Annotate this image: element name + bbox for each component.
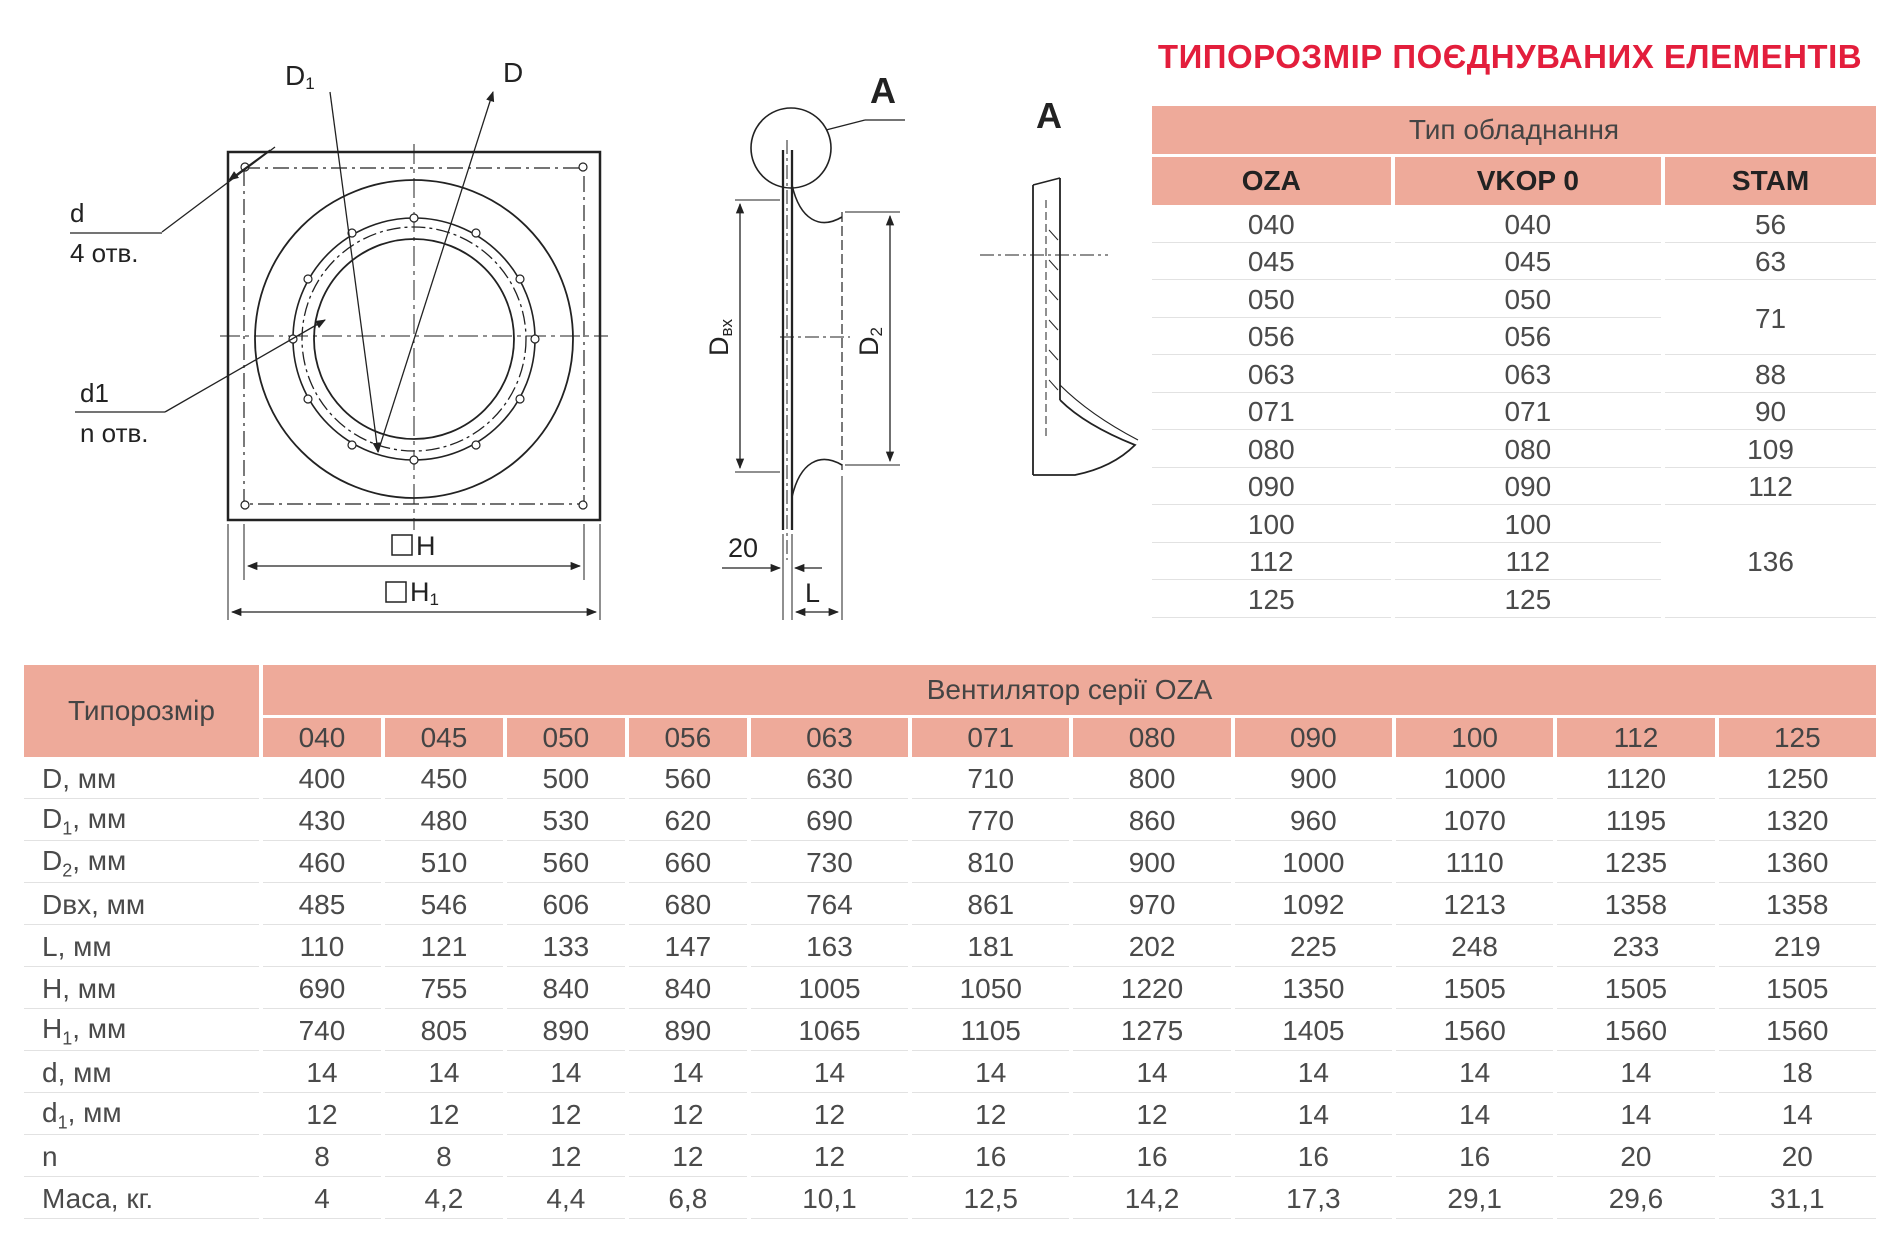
dims-value-cell: 14: [1235, 1054, 1392, 1093]
dims-value-cell: 147: [629, 928, 747, 967]
dims-value-cell: 1505: [1396, 970, 1553, 1009]
vkop-cell: 090: [1395, 471, 1662, 506]
size-header: 112: [1557, 718, 1714, 757]
dims-value-cell: 450: [385, 760, 503, 799]
vkop-cell: 045: [1395, 246, 1662, 281]
dims-value-cell: 1110: [1396, 844, 1553, 883]
dims-value-cell: 500: [507, 760, 625, 799]
dims-value-cell: 12,5: [912, 1180, 1069, 1219]
oza-cell: 056: [1152, 321, 1391, 356]
dims-value-cell: 1213: [1396, 886, 1553, 925]
dims-row: [24, 928, 1876, 967]
stam-cell: 88: [1665, 358, 1876, 393]
vkop-cell: 112: [1395, 546, 1662, 581]
compat-table: [1148, 103, 1880, 621]
label-L: L: [805, 578, 821, 608]
label-A-side: A: [870, 70, 896, 111]
dims-value-cell: 121: [385, 928, 503, 967]
dims-value-cell: 560: [629, 760, 747, 799]
dims-corner-header: Типорозмір: [24, 665, 259, 757]
dims-value-cell: 233: [1557, 928, 1714, 967]
dims-value-cell: 8: [385, 1138, 503, 1177]
dims-value-cell: 1000: [1235, 844, 1392, 883]
dims-value-cell: 690: [263, 970, 381, 1009]
label-H1: H1: [410, 577, 439, 609]
dims-value-cell: 16: [912, 1138, 1069, 1177]
dims-value-cell: 430: [263, 802, 381, 841]
dims-row: [24, 886, 1876, 925]
label-n-holes: n отв.: [80, 418, 149, 448]
dims-row-label: [24, 1012, 259, 1051]
row-label-main: H: [42, 1012, 63, 1044]
dims-value-cell: 14,2: [1073, 1180, 1230, 1219]
dims-value-cell: 14: [751, 1054, 908, 1093]
row-label-unit: , мм: [72, 802, 127, 834]
dims-value-cell: 16: [1073, 1138, 1230, 1177]
dims-value-cell: 14: [1396, 1054, 1553, 1093]
dims-row: [24, 760, 1876, 799]
label-d: d: [70, 198, 85, 228]
dims-value-cell: 560: [507, 844, 625, 883]
dims-value-cell: 6,8: [629, 1180, 747, 1219]
dims-value-cell: 900: [1073, 844, 1230, 883]
vkop-cell: 056: [1395, 321, 1662, 356]
dims-value-cell: 890: [629, 1012, 747, 1051]
dims-value-cell: 4,4: [507, 1180, 625, 1219]
dims-value-cell: 14: [1396, 1096, 1553, 1135]
dims-value-cell: 620: [629, 802, 747, 841]
dims-row-label: n: [24, 1138, 259, 1177]
dims-value-cell: 480: [385, 802, 503, 841]
compat-title: ТИПОРОЗМІР ПОЄДНУВАНИХ ЕЛЕМЕНТІВ: [1157, 38, 1863, 75]
row-label-sub: 1: [62, 1028, 73, 1049]
dims-value-cell: 606: [507, 886, 625, 925]
label-Dvx: Dвх: [704, 318, 736, 356]
row-label-main: D: [42, 844, 63, 876]
dims-value-cell: 14: [1073, 1054, 1230, 1093]
dims-value-cell: 1560: [1396, 1012, 1553, 1051]
vkop-cell: 050: [1395, 283, 1662, 318]
row-label-unit: , мм: [72, 1012, 127, 1044]
oza-cell: 100: [1152, 508, 1391, 543]
dims-value-cell: 730: [751, 844, 908, 883]
dims-value-cell: 17,3: [1235, 1180, 1392, 1219]
dims-value-cell: 960: [1235, 802, 1392, 841]
dims-value-cell: 163: [751, 928, 908, 967]
dims-value-cell: 1275: [1073, 1012, 1230, 1051]
oza-cell: 080: [1152, 433, 1391, 468]
dims-row: [24, 802, 1876, 841]
dims-value-cell: 1070: [1396, 802, 1553, 841]
dims-value-cell: 510: [385, 844, 503, 883]
size-header: 056: [629, 718, 747, 757]
oza-cell: 125: [1152, 583, 1391, 618]
size-header: 071: [912, 718, 1069, 757]
dims-row: [24, 1138, 1876, 1177]
label-D: D: [503, 57, 524, 88]
row-label-sub: 1: [57, 1112, 68, 1133]
dims-value-cell: 1005: [751, 970, 908, 1009]
size-header: 090: [1235, 718, 1392, 757]
dims-value-cell: 4: [263, 1180, 381, 1219]
label-20: 20: [728, 533, 759, 563]
label-d-holes: 4 отв.: [70, 238, 139, 268]
dims-value-cell: 14: [1719, 1096, 1876, 1135]
detail-A-drawing: [980, 178, 1138, 475]
row-label-sub: 2: [62, 860, 73, 881]
dims-value-cell: 12: [629, 1096, 747, 1135]
dims-value-cell: 1505: [1719, 970, 1876, 1009]
dims-row: [24, 844, 1876, 883]
oza-cell: 090: [1152, 471, 1391, 506]
dims-value-cell: 12: [385, 1096, 503, 1135]
dims-value-cell: 14: [629, 1054, 747, 1093]
dims-value-cell: 1250: [1719, 760, 1876, 799]
size-header: 125: [1719, 718, 1876, 757]
dims-value-cell: 1120: [1557, 760, 1714, 799]
dims-value-cell: 31,1: [1719, 1180, 1876, 1219]
dims-value-cell: 840: [629, 970, 747, 1009]
row-label-main: D: [42, 802, 63, 834]
dims-value-cell: 1358: [1557, 886, 1714, 925]
dims-table: [20, 662, 1880, 1222]
dims-value-cell: 12: [912, 1096, 1069, 1135]
dims-value-cell: 12: [751, 1138, 908, 1177]
dims-value-cell: 14: [1235, 1096, 1392, 1135]
dims-value-cell: 1195: [1557, 802, 1714, 841]
dims-value-cell: 4,2: [385, 1180, 503, 1219]
dims-value-cell: 1360: [1719, 844, 1876, 883]
dims-value-cell: 14: [1557, 1054, 1714, 1093]
row-label-main: d: [42, 1096, 58, 1128]
compat-col-vkop: VKOP 0: [1395, 157, 1662, 205]
dims-row: [24, 1096, 1876, 1135]
dims-value-cell: 202: [1073, 928, 1230, 967]
dims-group-header: Вентилятор серії OZA: [263, 665, 1876, 715]
row-label-unit: , мм: [67, 1096, 122, 1128]
dims-value-cell: 12: [263, 1096, 381, 1135]
stam-cell: 63: [1665, 246, 1876, 281]
dims-value-cell: 14: [385, 1054, 503, 1093]
size-header: 100: [1396, 718, 1553, 757]
vkop-cell: 080: [1395, 433, 1662, 468]
label-d1: d1: [80, 378, 109, 408]
dims-value-cell: 12: [751, 1096, 908, 1135]
dims-value-cell: 16: [1235, 1138, 1392, 1177]
dims-value-cell: 181: [912, 928, 1069, 967]
dims-value-cell: 110: [263, 928, 381, 967]
dims-value-cell: 630: [751, 760, 908, 799]
dims-row-label: [24, 844, 259, 883]
dims-value-cell: 18: [1719, 1054, 1876, 1093]
dims-value-cell: 1560: [1719, 1012, 1876, 1051]
size-header: 040: [263, 718, 381, 757]
dims-value-cell: 805: [385, 1012, 503, 1051]
stam-cell: 136: [1665, 508, 1876, 618]
dims-value-cell: 14: [263, 1054, 381, 1093]
dims-value-cell: 546: [385, 886, 503, 925]
dims-value-cell: 1235: [1557, 844, 1714, 883]
dims-row: [24, 1054, 1876, 1093]
dims-value-cell: 970: [1073, 886, 1230, 925]
oza-cell: 112: [1152, 546, 1391, 581]
compat-col-oza: OZA: [1152, 157, 1391, 205]
vkop-cell: 071: [1395, 396, 1662, 431]
dims-row-label: [24, 802, 259, 841]
dims-value-cell: 14: [1557, 1096, 1714, 1135]
dims-value-cell: 12: [507, 1096, 625, 1135]
dims-value-cell: 1065: [751, 1012, 908, 1051]
dims-value-cell: 660: [629, 844, 747, 883]
dims-value-cell: 10,1: [751, 1180, 908, 1219]
dims-value-cell: 16: [1396, 1138, 1553, 1177]
dims-value-cell: 1320: [1719, 802, 1876, 841]
size-header: 080: [1073, 718, 1230, 757]
dims-value-cell: 764: [751, 886, 908, 925]
dims-value-cell: 860: [1073, 802, 1230, 841]
dims-value-cell: 225: [1235, 928, 1392, 967]
size-header: 050: [507, 718, 625, 757]
dims-value-cell: 14: [912, 1054, 1069, 1093]
oza-cell: 045: [1152, 246, 1391, 281]
row-label-unit: , мм: [72, 844, 127, 876]
dims-row-label: [24, 1096, 259, 1135]
dims-value-cell: 460: [263, 844, 381, 883]
dims-value-cell: 800: [1073, 760, 1230, 799]
vkop-cell: 040: [1395, 208, 1662, 243]
dims-value-cell: 12: [1073, 1096, 1230, 1135]
dims-value-cell: 1560: [1557, 1012, 1714, 1051]
dims-row-label: D, мм: [24, 760, 259, 799]
label-H: H: [416, 531, 436, 561]
bolt-holes: [241, 163, 587, 509]
dims-value-cell: 400: [263, 760, 381, 799]
dims-value-cell: 219: [1719, 928, 1876, 967]
stam-cell: 71: [1665, 283, 1876, 355]
compat-col-stam: STAM: [1665, 157, 1876, 205]
dims-value-cell: 1105: [912, 1012, 1069, 1051]
vkop-cell: 063: [1395, 358, 1662, 393]
stam-cell: 56: [1665, 208, 1876, 243]
oza-cell: 071: [1152, 396, 1391, 431]
dims-value-cell: 1050: [912, 970, 1069, 1009]
row-label-sub: 1: [62, 818, 73, 839]
dims-value-cell: 755: [385, 970, 503, 1009]
stam-cell: 90: [1665, 396, 1876, 431]
dims-value-cell: 12: [629, 1138, 747, 1177]
dims-value-cell: 770: [912, 802, 1069, 841]
dims-value-cell: 840: [507, 970, 625, 1009]
dims-row: [24, 1012, 1876, 1051]
dims-row-label: H, мм: [24, 970, 259, 1009]
stam-cell: 112: [1665, 471, 1876, 506]
dims-value-cell: 861: [912, 886, 1069, 925]
dims-row-label: d, мм: [24, 1054, 259, 1093]
dims-value-cell: 1220: [1073, 970, 1230, 1009]
dims-value-cell: 890: [507, 1012, 625, 1051]
dims-value-cell: 1358: [1719, 886, 1876, 925]
dims-value-cell: 248: [1396, 928, 1553, 967]
front-view-drawing: [70, 92, 608, 620]
dims-value-cell: 1092: [1235, 886, 1392, 925]
vkop-cell: 125: [1395, 583, 1662, 618]
dims-value-cell: 690: [751, 802, 908, 841]
dims-value-cell: 133: [507, 928, 625, 967]
oza-cell: 050: [1152, 283, 1391, 318]
dims-row: [24, 970, 1876, 1009]
dims-value-cell: 29,6: [1557, 1180, 1714, 1219]
size-header: 063: [751, 718, 908, 757]
dims-value-cell: 29,1: [1396, 1180, 1553, 1219]
dims-row-label: L, мм: [24, 928, 259, 967]
size-header: 045: [385, 718, 503, 757]
vkop-cell: 100: [1395, 508, 1662, 543]
oza-cell: 040: [1152, 208, 1391, 243]
dims-value-cell: 14: [507, 1054, 625, 1093]
dims-value-cell: 710: [912, 760, 1069, 799]
label-D2: D2: [854, 327, 886, 356]
dims-value-cell: 530: [507, 802, 625, 841]
dims-body: [24, 760, 1876, 1219]
dims-value-cell: 1000: [1396, 760, 1553, 799]
dims-value-cell: 1350: [1235, 970, 1392, 1009]
dims-value-cell: 680: [629, 886, 747, 925]
stam-cell: 109: [1665, 433, 1876, 468]
dims-row-label: Маса, кг.: [24, 1180, 259, 1219]
dims-value-cell: 20: [1557, 1138, 1714, 1177]
dims-value-cell: 810: [912, 844, 1069, 883]
label-D1: D1: [285, 60, 315, 93]
compat-group-header: Тип обладнання: [1152, 106, 1876, 154]
dims-value-cell: 485: [263, 886, 381, 925]
dims-value-cell: 1505: [1557, 970, 1714, 1009]
dims-row: [24, 1180, 1876, 1219]
dims-value-cell: 1405: [1235, 1012, 1392, 1051]
dims-value-cell: 20: [1719, 1138, 1876, 1177]
label-A-detail: A: [1036, 95, 1062, 136]
dims-value-cell: 900: [1235, 760, 1392, 799]
dims-value-cell: 12: [507, 1138, 625, 1177]
dims-value-cell: 740: [263, 1012, 381, 1051]
oza-cell: 063: [1152, 358, 1391, 393]
dims-value-cell: 8: [263, 1138, 381, 1177]
dims-row-label: Dвх, мм: [24, 886, 259, 925]
